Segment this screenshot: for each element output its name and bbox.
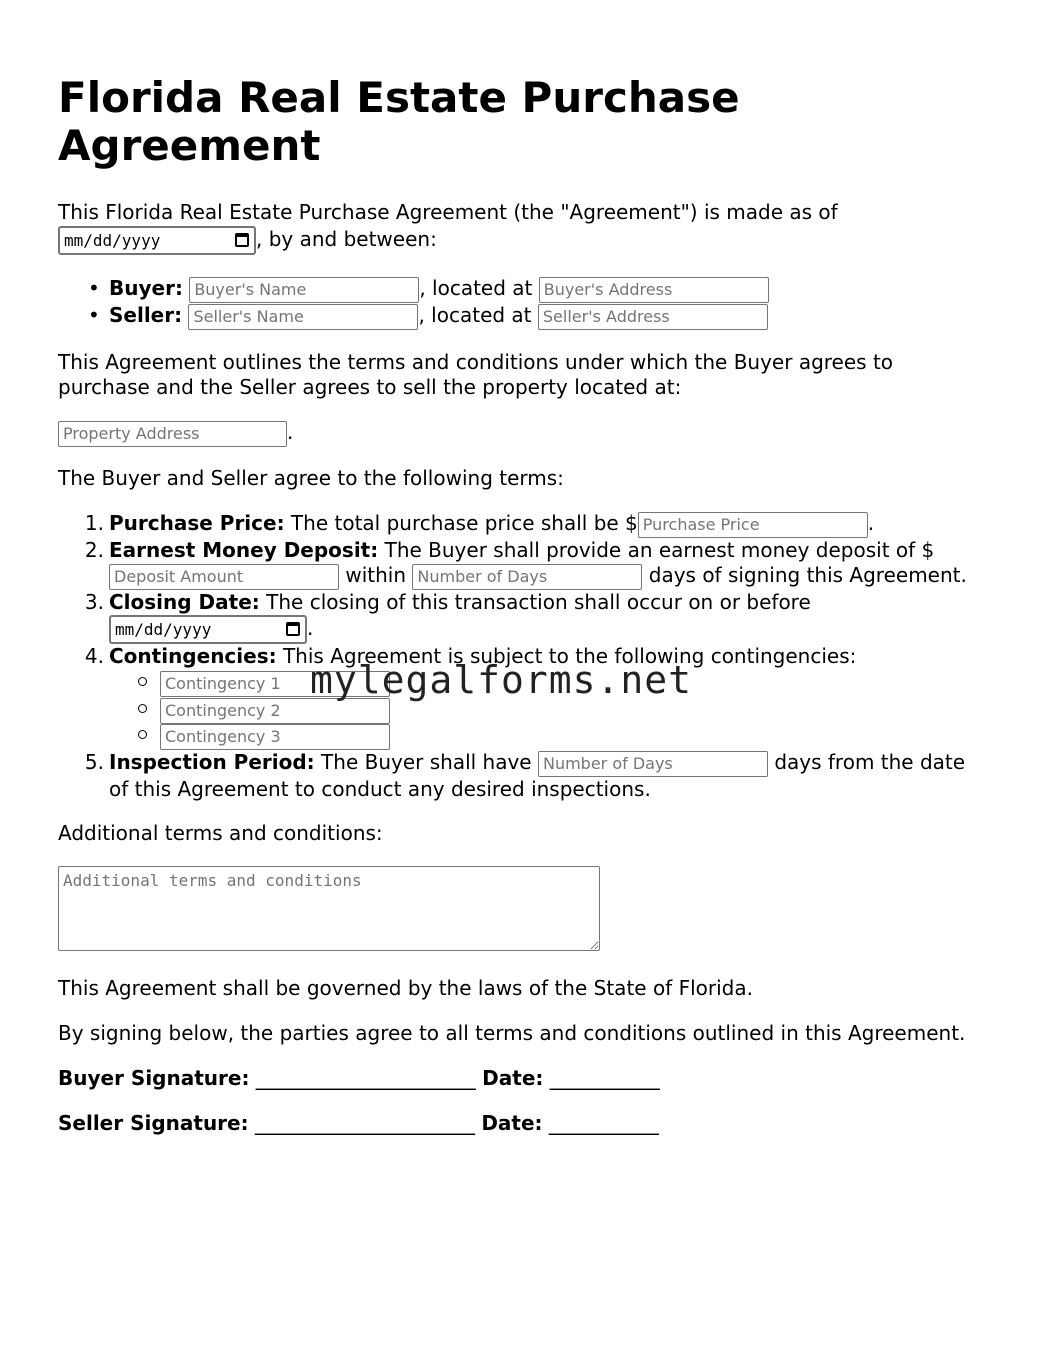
seller-line [109, 303, 768, 330]
seller-name-input[interactable] [188, 304, 418, 330]
seller-signature-label: Seller Signature: [58, 1111, 249, 1135]
circle-bullet-icon [138, 730, 147, 739]
inspection-after: days from the date [767, 750, 966, 774]
closing-date-input[interactable] [109, 615, 307, 644]
agreement-date-input[interactable] [58, 226, 256, 255]
outline-line-1: This Agreement outlines the terms and conditions under which the Buyer agrees to [58, 350, 894, 374]
buyer-signature-line [58, 1066, 660, 1091]
term-number-1: 1. [84, 511, 104, 535]
buyer-address-input[interactable] [539, 277, 769, 303]
contingency-1-input[interactable] [160, 671, 390, 697]
purchase-price-input[interactable] [638, 512, 868, 538]
additional-label: Additional terms and conditions: [58, 821, 383, 845]
page-title: Florida Real Estate Purchase Agreement [58, 73, 740, 170]
deposit-days-input[interactable] [412, 564, 642, 590]
contingency-3-input[interactable] [160, 724, 390, 750]
contingency-3-line [160, 723, 390, 750]
outline-line-2: purchase and the Seller agrees to sell the property located at: [58, 375, 682, 399]
bullet-icon: • [88, 276, 100, 300]
bullet-icon: • [88, 303, 100, 327]
contingency-2-line [160, 697, 390, 724]
purchase-period: . [867, 511, 875, 535]
intro-after-text: , by and between: [256, 227, 437, 251]
seller-signature-blank: ______________________ [248, 1111, 482, 1135]
closing-date-placeholder: mm/dd/yyyy [115, 620, 212, 639]
buyer-signature-label: Buyer Signature: [58, 1066, 250, 1090]
deposit-after: days of signing this Agreement. [642, 563, 967, 587]
inspection-text: The Buyer shall have [314, 750, 538, 774]
intro-text: This Florida Real Estate Purchase Agreement (the "Agreement") is made as of [58, 200, 838, 224]
intro-line [58, 200, 838, 225]
property-period: . [287, 420, 294, 444]
buyer-date-label: Date: [482, 1066, 544, 1090]
term-number-3: 3. [84, 590, 104, 614]
seller-label: Seller: [109, 303, 183, 327]
governing-law: This Agreement shall be governed by the laws of the State of Florida. [58, 976, 753, 1000]
inspection-days-input[interactable] [538, 751, 768, 777]
deposit-amount-input[interactable] [109, 564, 339, 590]
seller-address-input[interactable] [538, 304, 768, 330]
buyer-date-blank: ___________ [543, 1066, 660, 1090]
seller-signature-line [58, 1111, 659, 1136]
deposit-label: Earnest Money Deposit: [109, 538, 379, 562]
property-address-input[interactable] [58, 421, 287, 447]
signing-statement: By signing below, the parties agree to all terms and conditions outlined in this Agreement. [58, 1021, 966, 1045]
term-number-5: 5. [84, 750, 104, 774]
intro-date-line [58, 226, 437, 255]
term-deposit [109, 538, 934, 563]
buyer-name-input[interactable] [189, 277, 419, 303]
seller-date-label: Date: [481, 1111, 543, 1135]
calendar-icon[interactable] [235, 233, 249, 247]
deposit-text: The Buyer shall provide an earnest money deposit of $ [378, 538, 935, 562]
purchase-price-text: The total purchase price shall be $ [284, 511, 638, 535]
buyer-line [109, 276, 769, 303]
term-inspection [109, 750, 965, 777]
term-deposit-line-2 [109, 563, 967, 590]
closing-period: . [307, 616, 314, 640]
purchase-price-label: Purchase Price: [109, 511, 285, 535]
term-number-4: 4. [84, 644, 104, 668]
property-line [58, 420, 293, 447]
inspection-label: Inspection Period: [109, 750, 315, 774]
buyer-signature-blank: ______________________ [249, 1066, 483, 1090]
seller-located-at: , located at [418, 303, 532, 327]
closing-label: Closing Date: [109, 590, 260, 614]
contingencies-label: Contingencies: [109, 644, 277, 668]
watermark: mylegalforms.net [310, 658, 693, 702]
circle-bullet-icon [138, 677, 147, 686]
contingencies-text: This Agreement is subject to the following contingencies: [276, 644, 857, 668]
calendar-icon[interactable] [286, 622, 300, 636]
contingency-2-input[interactable] [160, 698, 390, 724]
seller-date-blank: ___________ [542, 1111, 659, 1135]
terms-intro: The Buyer and Seller agree to the following terms: [58, 466, 564, 490]
contingency-1-line [160, 670, 390, 697]
term-contingencies [109, 644, 856, 669]
term-closing [109, 590, 811, 615]
inspection-line-2: of this Agreement to conduct any desired inspections. [109, 777, 651, 801]
term-purchase-price [109, 511, 874, 538]
agreement-date-placeholder: mm/dd/yyyy [64, 231, 161, 250]
closing-text: The closing of this transaction shall occur on or before [259, 590, 811, 614]
deposit-within: within [339, 563, 413, 587]
term-closing-line-2 [109, 615, 313, 644]
buyer-located-at: , located at [419, 276, 533, 300]
term-number-2: 2. [84, 538, 104, 562]
buyer-label: Buyer: [109, 276, 183, 300]
additional-terms-textarea[interactable] [58, 866, 600, 951]
circle-bullet-icon [138, 704, 147, 713]
